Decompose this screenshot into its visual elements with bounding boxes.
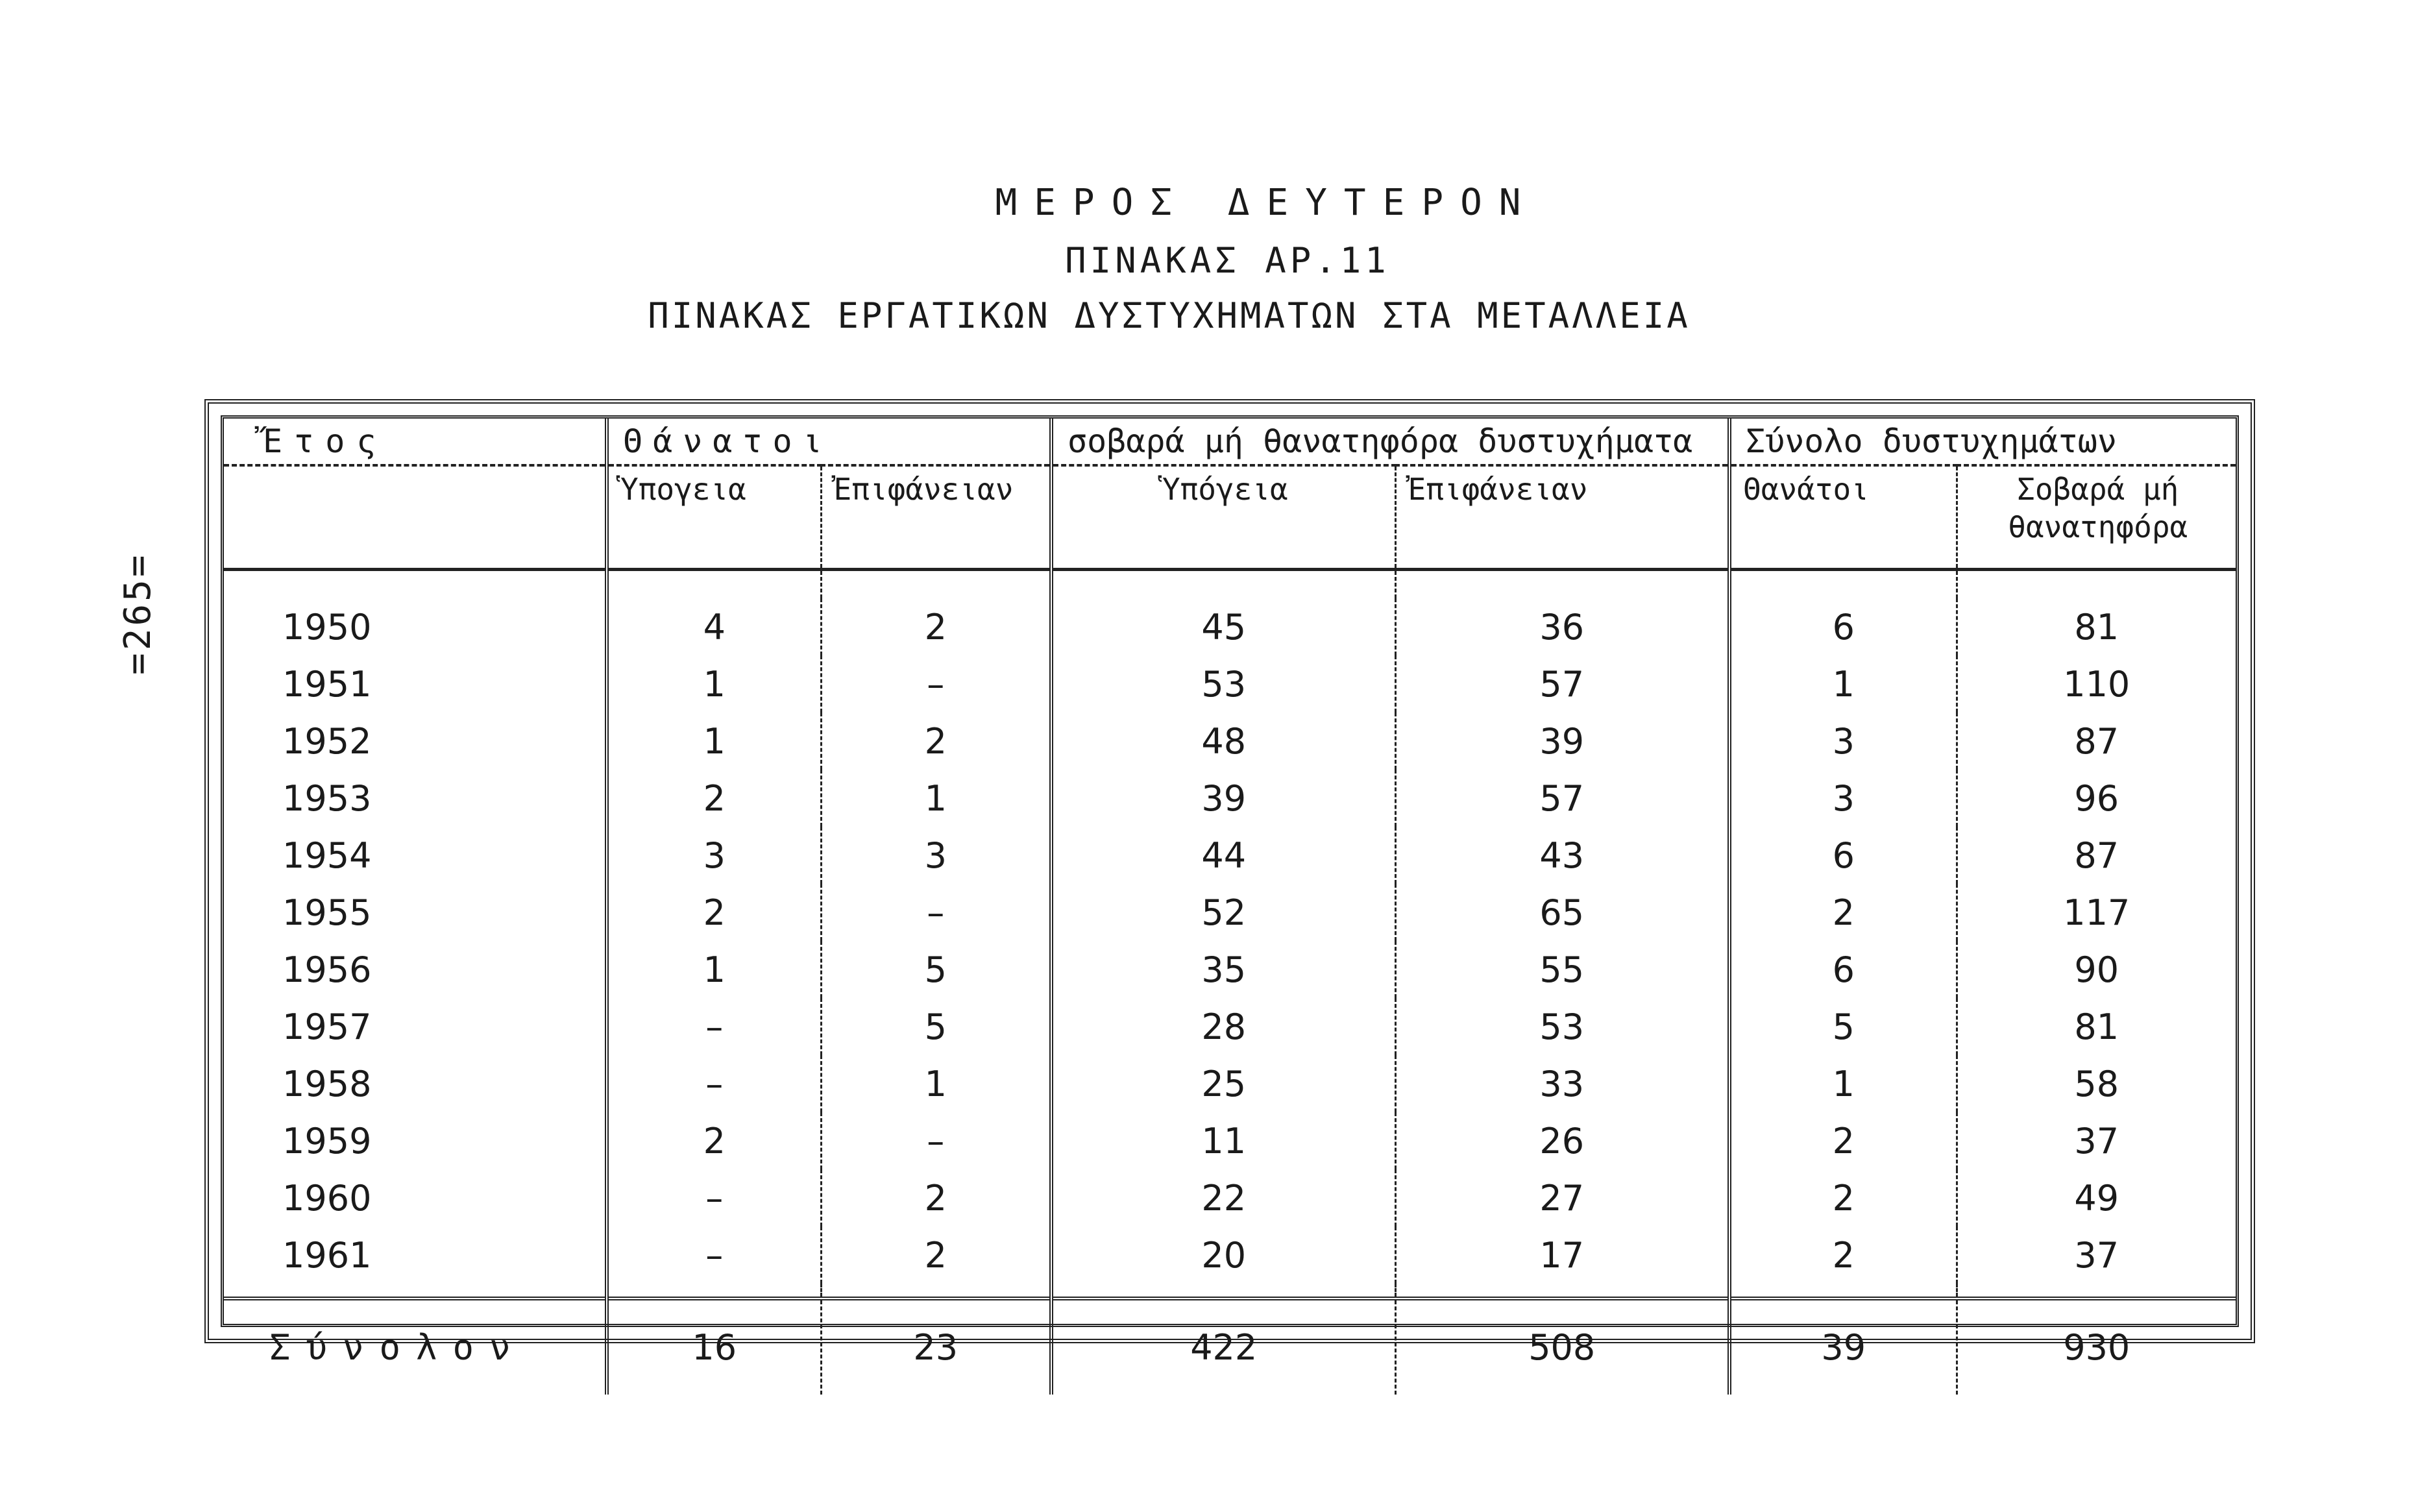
year-cell: 1955 [224,884,607,941]
value-cell: 117 [2063,892,2130,933]
value-cell: 44 [1051,827,1395,884]
value-cell: 35 [1051,941,1395,998]
value-cell: 96 [2074,777,2119,819]
table-row [224,827,2236,884]
year-cell: 1953 [224,770,607,827]
value-cell: 25 [1051,1055,1395,1112]
value-cell: 1 [821,770,1051,827]
table-row [224,998,2236,1055]
value-cell: 39 [1051,770,1395,827]
value-cell: 39 [1395,713,1729,770]
value-cell: – [607,1055,821,1112]
value-cell: 81 [2074,606,2119,648]
value-cell: 65 [1395,884,1729,941]
value-cell: 6 [1729,941,1957,998]
value-cell: 6 [1729,827,1957,884]
document-title: ΠΙΝΑΚΑΣ ΕΡΓΑΤΙΚΩΝ ΔΥΣΤΥΧΗΜΑΤΩΝ ΣΤΑ ΜΕΤΑΛΛΕΙΑ [648,295,1691,336]
value-cell: 1 [1729,1055,1957,1112]
year-cell: 1952 [224,713,607,770]
table-row [224,713,2236,770]
value-cell: 17 [1395,1226,1729,1284]
total-cell: 508 [1395,1299,1729,1395]
total-cell: 16 [607,1299,821,1395]
spacer-row [224,570,2236,599]
year-cell: 1956 [224,941,607,998]
value-cell: 37 [2074,1120,2119,1162]
value-cell: 1 [607,713,821,770]
value-cell: – [821,1112,1051,1169]
value-cell: 3 [607,827,821,884]
value-cell: – [607,1226,821,1284]
value-cell: 2 [607,1112,821,1169]
value-cell: 2 [821,713,1051,770]
year-cell: 1960 [224,1169,607,1226]
spacer-row [224,1284,2236,1299]
table-row [224,1226,2236,1284]
table-row [224,770,2236,827]
value-cell: 87 [2074,835,2119,876]
year-cell: 1954 [224,827,607,884]
value-cell: 4 [607,598,821,655]
value-cell: 22 [1051,1169,1395,1226]
value-cell: 45 [1051,598,1395,655]
year-subheader-blank [224,465,607,570]
value-cell: 33 [1395,1055,1729,1112]
value-cell: 2 [821,598,1051,655]
total-accidents-group-header: Σύνολο δυστυχημάτων [1746,422,2117,460]
serious-underground-header: Ὑπόγεια [1051,465,1395,570]
deaths-underground-header: Ὑπογεια [607,465,821,570]
accidents-table [224,419,2236,1395]
value-cell: 1 [607,655,821,713]
value-cell: 1 [821,1055,1051,1112]
total-serious-header: Σοβαρά μή θανατηφόρα [2008,472,2188,544]
value-cell: 49 [2074,1177,2119,1219]
total-cell: 23 [821,1299,1051,1395]
value-cell: 3 [821,827,1051,884]
value-cell: 87 [2074,720,2119,762]
value-cell: 57 [1395,770,1729,827]
deaths-surface-header: Ἐπιφάνειαν [821,465,1051,570]
value-cell: 5 [821,998,1051,1055]
total-cell: 422 [1051,1299,1395,1395]
table-row [224,1055,2236,1112]
value-cell: 57 [1395,655,1729,713]
value-cell: 2 [607,770,821,827]
year-cell: 1961 [224,1226,607,1284]
table-row [224,941,2236,998]
serious-accidents-group-header: σοβαρά μή θανατηφόρα δυστυχήματα [1051,419,1729,465]
value-cell: 1 [1729,655,1957,713]
table-inner-frame [221,415,2239,1368]
value-cell: 5 [821,941,1051,998]
value-cell: 2 [1729,1226,1957,1284]
table-frame [204,399,2255,1368]
total-cell: 39 [1729,1299,1957,1395]
value-cell: 53 [1051,655,1395,713]
value-cell: 2 [1729,1112,1957,1169]
year-cell: 1958 [224,1055,607,1112]
table-number: ΠΙΝΑΚΑΣ ΑΡ.11 [1065,240,1390,281]
table-row [224,655,2236,713]
value-cell: 2 [1729,1169,1957,1226]
value-cell: 81 [2074,1006,2119,1047]
value-cell: 110 [2063,663,2130,705]
value-cell: 2 [607,884,821,941]
value-cell: 58 [2074,1063,2119,1104]
value-cell: 1 [607,941,821,998]
value-cell: 2 [821,1169,1051,1226]
value-cell: 3 [1729,713,1957,770]
value-cell: 90 [2074,949,2119,990]
value-cell: 36 [1395,598,1729,655]
value-cell: 3 [1729,770,1957,827]
page-number: =265= [117,552,159,675]
value-cell: 6 [1729,598,1957,655]
table-row [224,1112,2236,1169]
table-row [224,884,2236,941]
year-cell: 1950 [224,598,607,655]
value-cell: 28 [1051,998,1395,1055]
total-label: Σύνολον [224,1299,607,1395]
value-cell: – [607,998,821,1055]
value-cell: 43 [1395,827,1729,884]
total-cell: 930 [2063,1327,2130,1368]
total-deaths-header: Θανάτοι [1729,465,1957,570]
value-cell: 27 [1395,1169,1729,1226]
table-row [224,1169,2236,1226]
total-row [224,1299,2236,1395]
value-cell: – [821,655,1051,713]
value-cell: 48 [1051,713,1395,770]
value-cell: – [607,1169,821,1226]
year-column-header: Ἔτος [224,419,607,465]
table-row [224,598,2236,655]
serious-surface-header: Ἐπιφάνειαν [1395,465,1729,570]
value-cell: 26 [1395,1112,1729,1169]
part-title: ΜΕΡΟΣ ΔΕΥΤΕΡΟΝ [995,182,1538,224]
value-cell: – [821,884,1051,941]
value-cell: 2 [821,1226,1051,1284]
value-cell: 11 [1051,1112,1395,1169]
value-cell: 55 [1395,941,1729,998]
year-cell: 1957 [224,998,607,1055]
year-cell: 1959 [224,1112,607,1169]
value-cell: 37 [2074,1234,2119,1276]
year-cell: 1951 [224,655,607,713]
deaths-group-header: Θάνατοι [607,419,1051,465]
value-cell: 5 [1729,998,1957,1055]
value-cell: 53 [1395,998,1729,1055]
value-cell: 52 [1051,884,1395,941]
value-cell: 20 [1051,1226,1395,1284]
value-cell: 2 [1729,884,1957,941]
